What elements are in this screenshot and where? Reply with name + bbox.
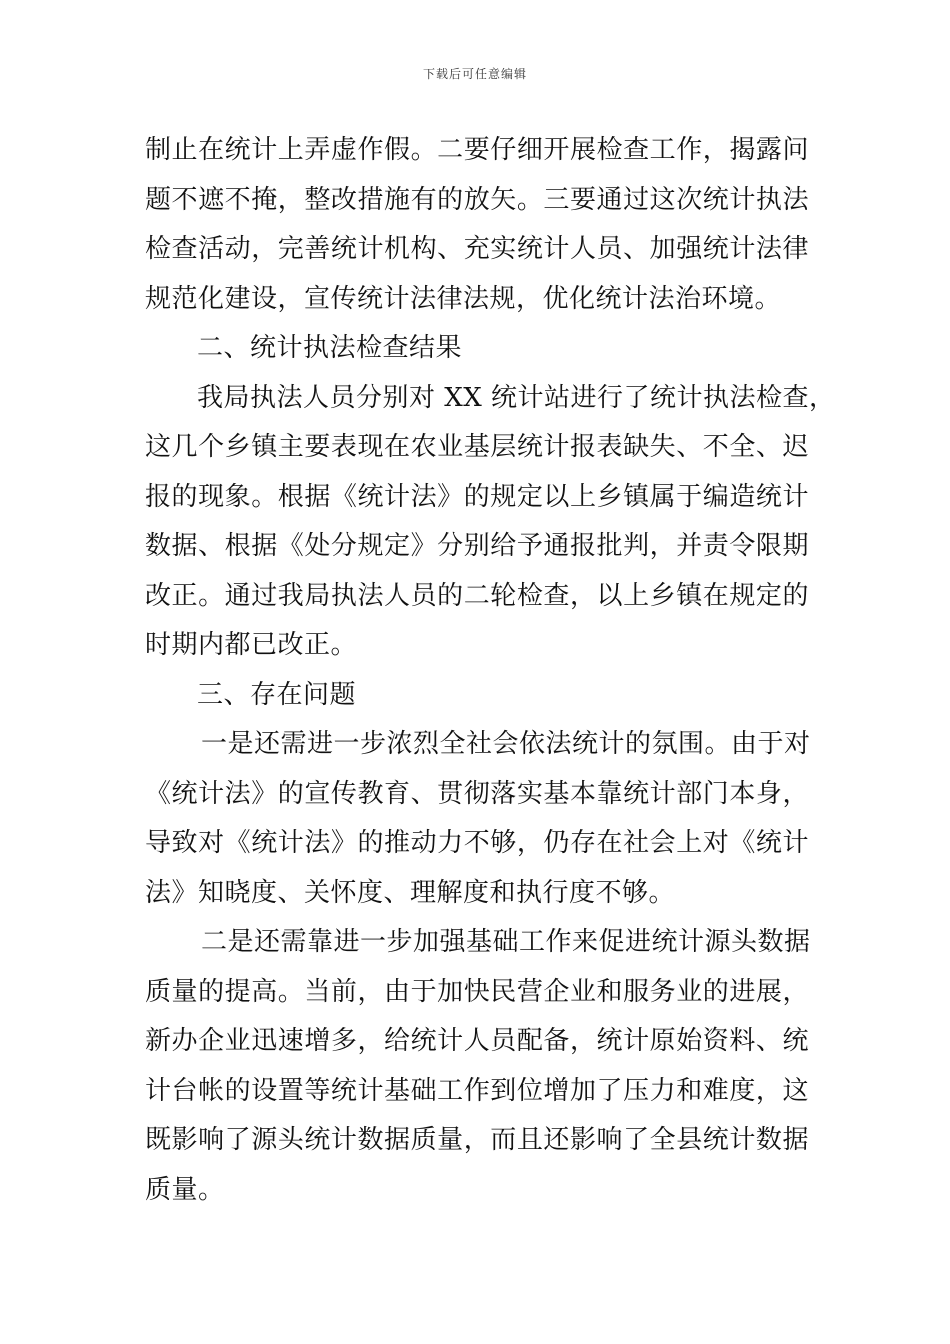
- body-line: 我局执法人员分别对 XX 统计站进行了统计执法检查，: [197, 382, 836, 413]
- body-line: 法》知晓度、关怀度、理解度和执行度不够。: [145, 877, 676, 908]
- section-heading: 二、统计执法检查结果: [197, 333, 463, 363]
- body-line: 检查活动，完善统计机构、充实统计人员、加强统计法律: [145, 234, 809, 264]
- body-line: 质量的提高。当前，由于加快民营企业和服务业的进展，: [145, 976, 809, 1007]
- body-line: 改正。通过我局执法人员的二轮检查，以上乡镇在规定的: [145, 580, 809, 611]
- body-line: 计台帐的设置等统计基础工作到位增加了压力和难度，这: [145, 1075, 809, 1106]
- document-body: [145, 126, 836, 1215]
- header-note: 下载后可任意编辑: [422, 67, 527, 81]
- body-line: 新办企业迅速增多，给统计人员配备，统计原始资料、统: [145, 1026, 809, 1056]
- body-line: 报的现象。根据《统计法》的规定以上乡镇属于编造统计: [145, 481, 809, 512]
- body-line: 时期内都已改正。: [145, 630, 358, 660]
- body-line: 导致对《统计法》的推动力不够，仍存在社会上对《统计: [145, 828, 809, 858]
- body-line: 制止在统计上弄虚作假。二要仔细开展检查工作，揭露问: [145, 135, 809, 165]
- section-heading: 三、存在问题: [197, 679, 357, 710]
- body-line: 一是还需进一步浓烈全社会依法统计的氛围。由于对: [201, 729, 811, 759]
- body-line: 二是还需靠进一步加强基础工作来促进统计源头数据: [201, 927, 811, 957]
- body-line: 《统计法》的宣传教育、贯彻落实基本靠统计部门本身，: [145, 778, 809, 809]
- body-line: 规范化建设，宣传统计法律法规，优化统计法治环境。: [145, 283, 782, 314]
- body-line: 质量。: [145, 1174, 225, 1205]
- body-line: 题不遮不掩，整改措施有的放矢。三要通过这次统计执法: [145, 184, 809, 215]
- body-line: 既影响了源头统计数据质量，而且还影响了全县统计数据: [145, 1125, 809, 1155]
- body-line: 数据、根据《处分规定》分别给予通报批判，并责令限期: [145, 531, 809, 561]
- body-line: 这几个乡镇主要表现在农业基层统计报表缺失、不全、迟: [145, 432, 809, 462]
